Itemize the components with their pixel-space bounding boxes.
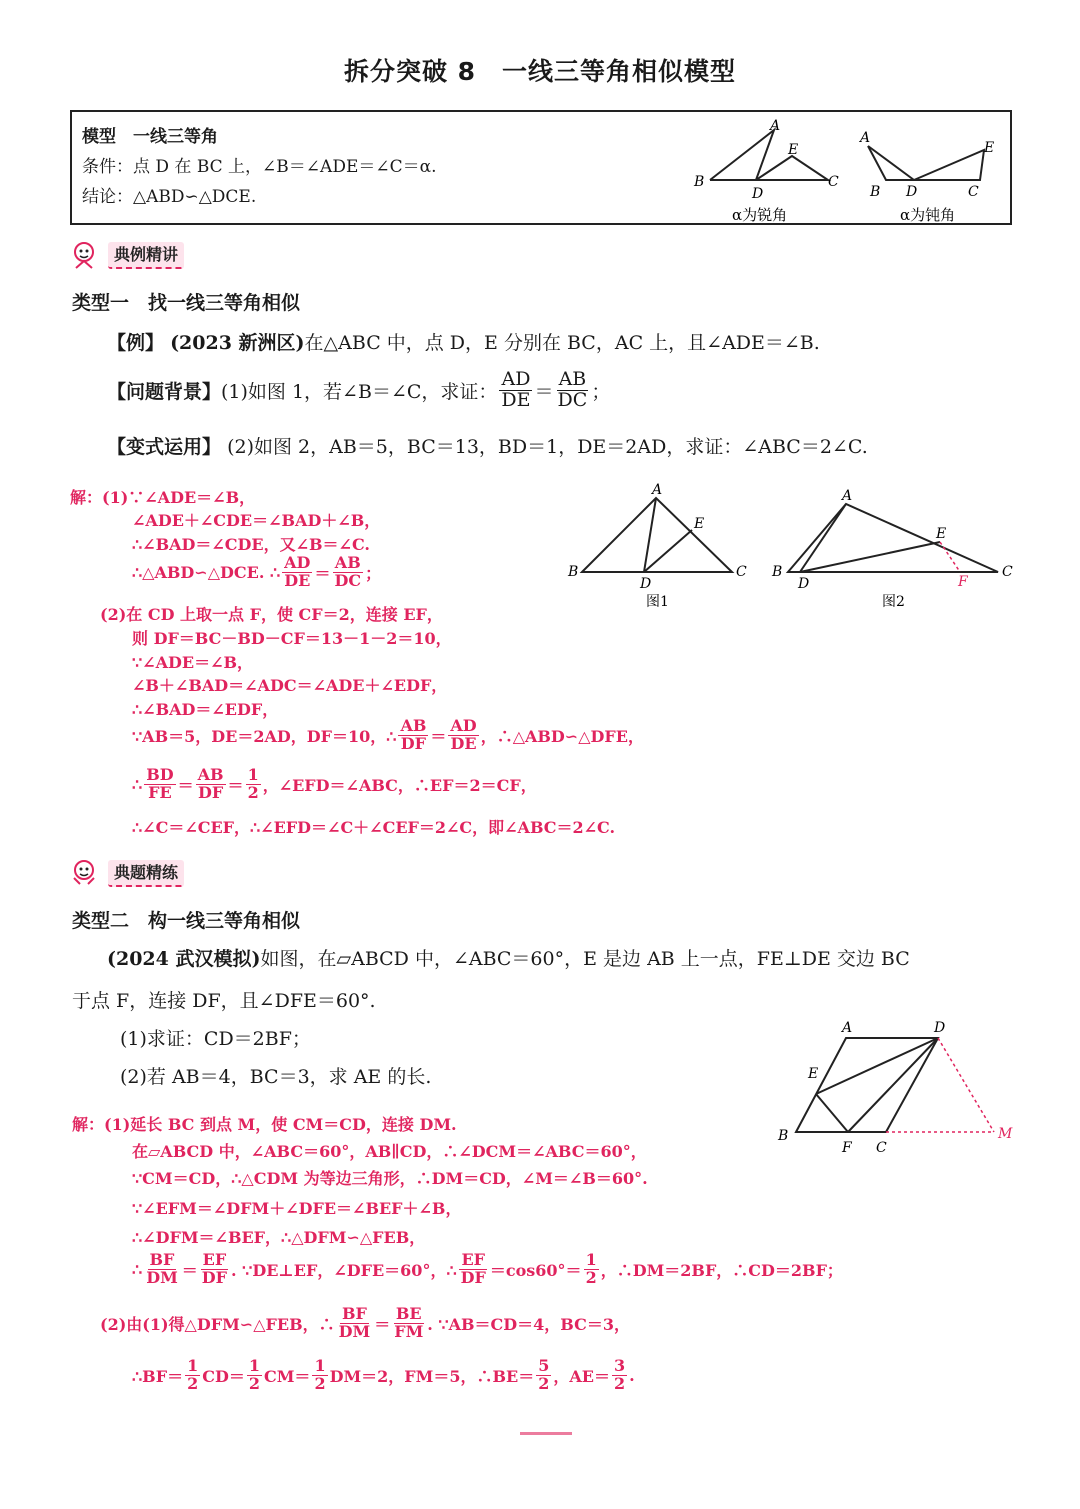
sol2-line-2: 在▱ABCD 中，∠ABC＝60°，AB∥CD，∴∠DCM＝∠ABC＝60°，	[132, 1142, 647, 1161]
sol1-line-7: ∵∠ADE＝∠B，	[132, 653, 254, 672]
svg-text:A: A	[842, 488, 853, 504]
q2-tag: 【变式运用】	[107, 436, 222, 458]
q1-text: (1)如图 1，若∠B＝∠C，求证：	[221, 380, 498, 403]
sol1-line-10: ∵AB＝5，DE＝2AD，DF＝10，∴ $\frac{AB}{DF}$ ＝ $\frac{AD}{DE}$ ，∴△ABD∽△DFE，	[132, 716, 644, 753]
model-box	[70, 110, 1012, 225]
sol1-line-1: 解：(1)∵∠ADE＝∠B，	[70, 488, 256, 507]
model-conclusion: 结论：△ABD∽△DCE.	[82, 187, 257, 207]
fig2-caption: 图2	[882, 594, 905, 610]
figure-2	[788, 504, 998, 572]
page-title: 拆分突破 8 一线三等角相似模型	[343, 57, 737, 86]
badge-examples	[70, 240, 184, 270]
svg-text:D: D	[798, 576, 810, 592]
problem2-line-2: 于点 F，连接 DF，且∠DFE＝60°.	[72, 990, 376, 1012]
mascot-icon	[70, 858, 104, 888]
sol2-line-3: ∵CM＝CD，∴△CDM 为等边三角形，∴DM＝CD，∠M＝∠B＝60°.	[132, 1169, 648, 1188]
svg-text:A: A	[652, 482, 663, 498]
model-heading: 模型 一线三等角	[82, 127, 218, 147]
problem2-text-1: 如图，在▱ABCD 中，∠ABC＝60°，E 是边 AB 上一点，FE⊥DE 交边 BC	[260, 948, 910, 970]
obtuse-figure	[868, 146, 984, 180]
model-figures	[682, 116, 1012, 224]
problem2-source: (2024 武汉模拟)	[107, 948, 261, 970]
svg-text:B: B	[568, 564, 579, 580]
obtuse-label-e: E	[984, 140, 995, 156]
acute-label-b: B	[694, 174, 705, 190]
sol2-line-5: ∴∠DFM＝∠BEF，∴△DFM∽△FEB，	[132, 1228, 426, 1247]
sol2-line-6: ∴ $\frac{BF}{DM}$ ＝ $\frac{EF}{DF}$ . ∵DE⊥EF，∠DFE＝60°，∴ $\frac{EF}{DF}$ ＝cos60°＝ $\frac{1}{2}$ ，∴DM＝2BF，∴CD＝2BF；	[132, 1250, 843, 1287]
sol1-line-6: 则 DF＝BC－BD－CF＝13－1－2＝10，	[132, 629, 452, 648]
figure-1	[582, 498, 732, 572]
problem2-q2: (2)若 AB＝4，BC＝3，求 AE 的长.	[120, 1066, 432, 1088]
example-text: 在△ABC 中，点 D，E 分别在 BC，AC 上，且∠ADE＝∠B.	[304, 332, 820, 354]
obtuse-label-a: A	[860, 130, 871, 146]
svg-text:M: M	[998, 1126, 1013, 1142]
sol1-line-9: ∴∠BAD＝∠EDF，	[132, 700, 279, 719]
svg-text:C: C	[736, 564, 747, 580]
sol1-line-3: ∴∠BAD＝∠CDE，又∠B＝∠C.	[132, 535, 370, 554]
acute-label-c: C	[828, 174, 839, 190]
badge-examples-label: 典例精讲	[108, 242, 184, 269]
svg-text:E: E	[694, 516, 705, 532]
svg-text:D: D	[934, 1020, 946, 1036]
model-condition: 条件：点 D 在 BC 上，∠B＝∠ADE＝∠C＝α.	[82, 157, 437, 177]
acute-label-d: D	[752, 186, 764, 202]
sol2-line-8: ∴BF＝ $\frac{1}{2}$ CD＝ $\frac{1}{2}$ CM＝ $\frac{1}{2}$ DM＝2，FM＝5，∴BE＝ $\frac{5}{2}$ ，AE＝ $\frac{3}{2}$ .	[132, 1356, 635, 1393]
problem2-q1: (1)求证：CD＝2BF；	[120, 1028, 311, 1050]
svg-text:C: C	[876, 1140, 887, 1156]
obtuse-label-b: B	[870, 184, 881, 200]
example-source: (2023 新洲区)	[170, 332, 305, 354]
mascot-icon	[70, 240, 104, 270]
svg-text:E: E	[808, 1066, 819, 1082]
acute-label-e: E	[788, 142, 799, 158]
type2-title: 类型二 构一线三等角相似	[72, 910, 301, 932]
sol1-line-4: ∴△ABD∽△DCE. ∴ $\frac{AD}{DE}$ ＝ $\frac{AB}{DC}$ ；	[132, 553, 382, 590]
dashed-extension	[886, 1038, 994, 1132]
q2-line	[107, 432, 868, 459]
acute-caption: α为锐角	[732, 206, 788, 224]
acute-figure	[710, 130, 828, 180]
svg-text:E: E	[936, 526, 947, 542]
problem2-line-1	[107, 944, 910, 971]
figures-1-2	[560, 478, 1020, 618]
q1-line: 【问题背景】 (1)如图 1，若∠B＝∠C，求证： $\frac{AD}{DE}$ ＝ $\frac{AB}{DC}$ ；	[107, 368, 611, 411]
type1-title: 类型一 找一线三等角相似	[72, 292, 301, 314]
q2-text: (2)如图 2，AB＝5，BC＝13，BD＝1，DE＝2AD，求证：∠ABC＝2∠C.	[227, 436, 868, 458]
obtuse-label-d: D	[906, 184, 918, 200]
page-marker	[520, 1432, 572, 1435]
sol1-line-11: ∴ $\frac{BD}{FE}$ ＝ $\frac{AB}{DF}$ ＝ $\frac{1}{2}$ ，∠EFD＝∠ABC，∴EF＝2＝CF，	[132, 765, 537, 802]
svg-text:F: F	[842, 1140, 852, 1156]
example-tag: 【例】	[107, 332, 165, 354]
sol2-line-7: (2)由(1)得△DFM∽△FEB，∴ $\frac{BF}{DM}$ ＝ $\frac{BE}{FM}$ . ∵AB＝CD＝4，BC＝3，	[100, 1304, 630, 1341]
svg-text:B: B	[778, 1128, 789, 1144]
svg-text:C: C	[1002, 564, 1013, 580]
obtuse-label-c: C	[968, 184, 979, 200]
badge-practice	[70, 858, 184, 888]
sol1-line-2: ∠ADE＋∠CDE＝∠BAD＋∠B，	[132, 511, 381, 530]
acute-label-a: A	[770, 118, 781, 134]
parallelogram-figure	[770, 1010, 1030, 1160]
sol1-line-12: ∴∠C＝∠CEF，∴∠EFD＝∠C＋∠CEF＝2∠C，即∠ABC＝2∠C.	[132, 818, 616, 837]
svg-text:D: D	[640, 576, 652, 592]
q1-frac-2: $\frac{AB}{DC}$	[557, 368, 588, 411]
q1-frac-1: $\frac{AD}{DE}$	[501, 368, 531, 411]
sol2-line-4: ∵∠EFM＝∠DFM＋∠DFE＝∠BEF＋∠B，	[132, 1199, 462, 1218]
badge-practice-label: 典题精练	[108, 860, 184, 887]
obtuse-caption: α为钝角	[900, 206, 956, 224]
sol1-line-5: (2)在 CD 上取一点 F，使 CF＝2，连接 EF，	[100, 605, 443, 624]
sol1-line-8: ∠B＋∠BAD＝∠ADC＝∠ADE＋∠EDF，	[132, 676, 448, 695]
svg-text:A: A	[842, 1020, 853, 1036]
example-line	[107, 328, 820, 355]
fig1-caption: 图1	[646, 594, 669, 610]
q1-tag: 【问题背景】	[107, 380, 222, 403]
sol2-line-1: 解：(1)延长 BC 到点 M，使 CM＝CD，连接 DM.	[72, 1115, 457, 1134]
svg-text:B: B	[772, 564, 783, 580]
svg-text:F: F	[958, 574, 968, 590]
model-text	[82, 122, 437, 212]
